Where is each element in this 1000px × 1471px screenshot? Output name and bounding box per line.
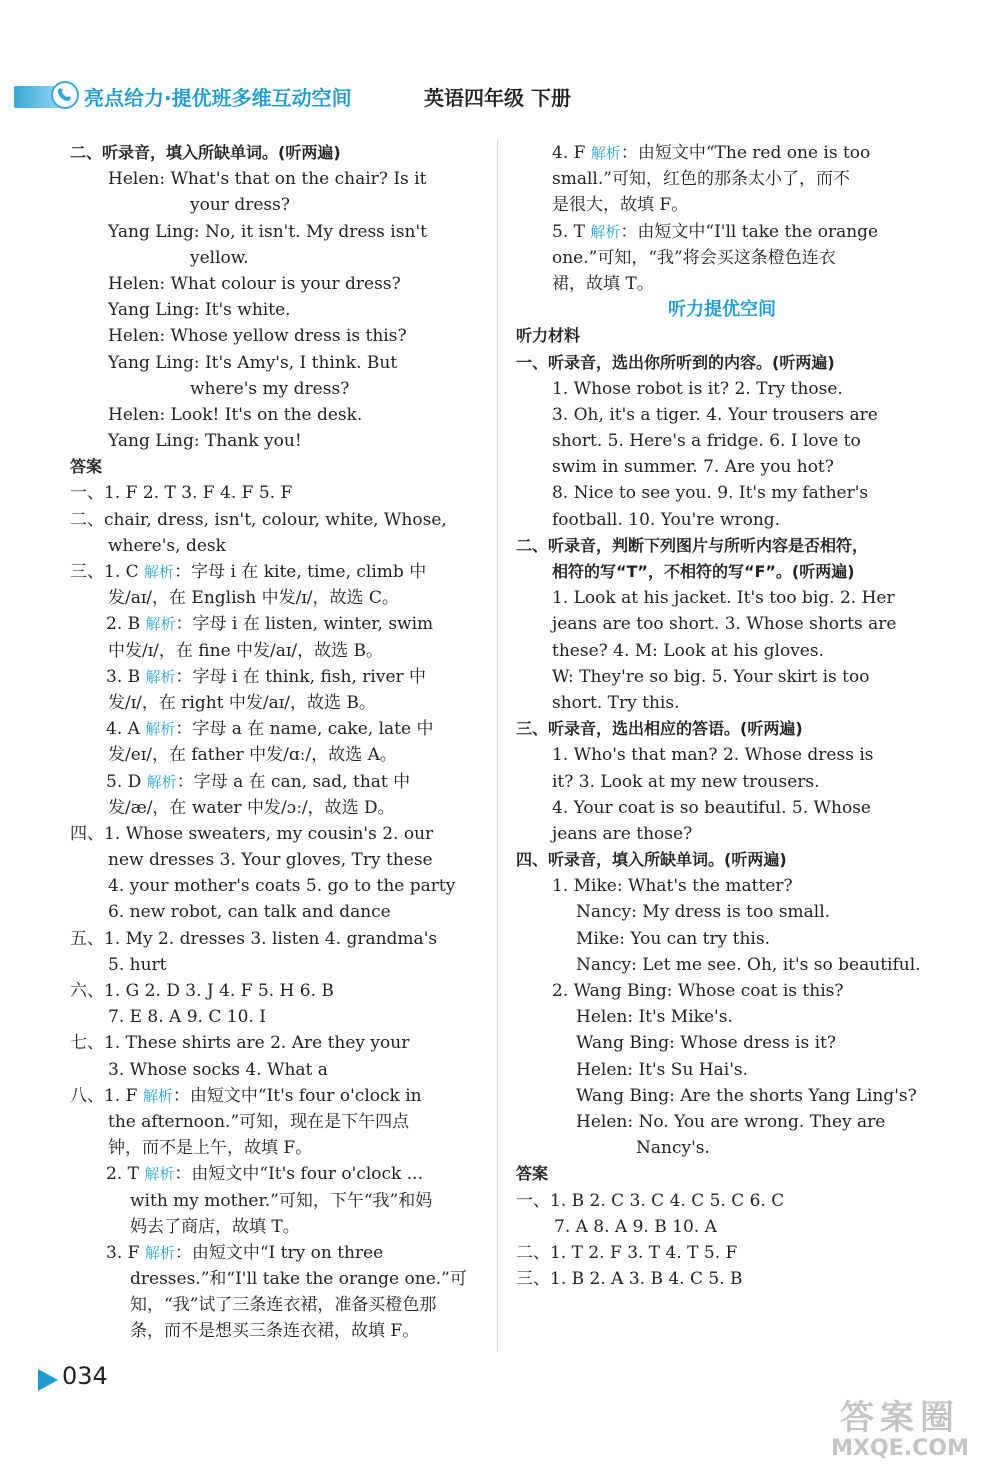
text-line: one.”可知，“我”将会买这条橙色连衣 bbox=[552, 247, 836, 268]
text-line: Nancy's. bbox=[636, 1138, 710, 1159]
watermark-url: MXQE.COM bbox=[831, 1436, 969, 1461]
text-line: 二、听录音，判断下列图片与所听内容是否相符， bbox=[516, 535, 869, 555]
text-line: Helen: It's Su Hai's. bbox=[576, 1059, 749, 1080]
text-line: 五、1. My 2. dresses 3. listen 4. grandma's bbox=[70, 928, 438, 949]
text-line: 三、1. B 2. A 3. B 4. C 5. B bbox=[516, 1269, 743, 1290]
text-line: Nancy: My dress is too small. bbox=[576, 902, 831, 923]
text-line: 一、1. F 2. T 3. F 4. F 5. F bbox=[70, 483, 293, 504]
page-number bbox=[38, 1362, 118, 1396]
analysis-label: 解析 bbox=[144, 1165, 175, 1184]
text-line: 5. T 解析：由短文中“I'll take the orange bbox=[552, 221, 879, 242]
text-line: small.”可知，红色的那条太小了，而不 bbox=[552, 169, 850, 190]
analysis-label: 解析 bbox=[144, 1243, 175, 1262]
text-line: where's my dress? bbox=[190, 378, 350, 399]
text-line: Helen: It's Mike's. bbox=[576, 1007, 733, 1028]
text-line: 中发/ɪ/，在 fine 中发/aɪ/，故选 B。 bbox=[108, 640, 383, 661]
text-line: jeans are those? bbox=[552, 823, 693, 844]
text-line: 发/æ/，在 water 中发/ɔː/，故选 D。 bbox=[108, 797, 395, 818]
text-line: 发/ɪ/，在 right 中发/aɪ/，故选 B。 bbox=[108, 692, 376, 713]
arrow-icon bbox=[38, 1369, 58, 1391]
text-line: 7. A 8. A 9. B 10. A bbox=[554, 1216, 717, 1237]
column-divider bbox=[497, 140, 498, 1350]
text-line: 1. Who's that man? 2. Whose dress is bbox=[552, 745, 874, 766]
text-line: 发/aɪ/，在 English 中发/ɪ/，故选 C。 bbox=[108, 588, 399, 609]
text-line: 2. B 解析：字母 i 在 listen, winter, swim bbox=[106, 614, 434, 635]
text-line: short. Try this. bbox=[552, 692, 680, 713]
phone-icon bbox=[50, 80, 80, 110]
page-header bbox=[14, 78, 614, 114]
text-line: 8. Nice to see you. 9. It's my father's bbox=[552, 483, 869, 504]
text-line: 4. F 解析：由短文中“The red one is too bbox=[552, 143, 871, 163]
text-line: Yang Ling: It's white. bbox=[108, 300, 291, 321]
analysis-label: 解析 bbox=[145, 667, 176, 686]
text-line: 二、1. T 2. F 3. T 4. T 5. F bbox=[516, 1242, 738, 1263]
text-line: 二、听录音，填入所缺单词。(听两遍) bbox=[70, 143, 341, 162]
text-line: 听力提优空间 bbox=[668, 299, 776, 321]
text-line: your dress? bbox=[190, 195, 290, 216]
text-line: Nancy: Let me see. Oh, it's so beautiful. bbox=[576, 954, 921, 975]
text-line: Helen: What colour is your dress? bbox=[108, 273, 401, 294]
text-line: 发/eɪ/，在 father 中发/ɑː/，故选 A。 bbox=[108, 745, 397, 766]
text-line: 一、听录音，选出你所听到的内容。(听两遍) bbox=[516, 352, 835, 372]
text-line: 3. Oh, it's a tiger. 4. Your trousers are bbox=[552, 404, 878, 425]
text-line: 二、chair, dress, isn't, colour, white, Whose, bbox=[70, 509, 447, 530]
text-line: 1. Look at his jacket. It's too big. 2. Her bbox=[552, 588, 895, 609]
text-line: 5. hurt bbox=[108, 954, 167, 975]
analysis-label: 解析 bbox=[144, 563, 175, 581]
text-line: W: They're so big. 5. Your skirt is too bbox=[552, 666, 870, 687]
header-brand: 亮点给力·提优班多维互动空间 bbox=[84, 86, 352, 110]
text-line: Yang Ling: Thank you! bbox=[108, 431, 302, 452]
text-line: dresses.”和“I'll take the orange one.”可 bbox=[130, 1269, 467, 1290]
analysis-label: 解析 bbox=[142, 1086, 173, 1105]
analysis-label: 解析 bbox=[145, 615, 176, 634]
text-line: 5. D 解析：字母 a 在 can, sad, that 中 bbox=[106, 771, 411, 792]
text-line: 妈去了商店，故填 T。 bbox=[130, 1216, 300, 1237]
text-line: football. 10. You're wrong. bbox=[552, 509, 781, 530]
text-line: Mike: You can try this. bbox=[576, 928, 770, 949]
text-line: 6. new robot, can talk and dance bbox=[108, 902, 391, 923]
text-line: 是很大，故填 F。 bbox=[552, 195, 689, 216]
text-line: Helen: Look! It's on the desk. bbox=[108, 404, 363, 425]
text-line: jeans are too short. 3. Whose shorts are bbox=[552, 614, 897, 635]
text-line: 六、1. G 2. D 3. J 4. F 5. H 6. B bbox=[70, 981, 334, 1001]
analysis-label: 解析 bbox=[146, 772, 177, 791]
text-line: yellow. bbox=[190, 247, 249, 268]
text-line: 1. Mike: What's the matter? bbox=[552, 876, 793, 897]
header-subtitle: 英语四年级 下册 bbox=[424, 86, 571, 110]
text-line: 三、听录音，选出相应的答语。(听两遍) bbox=[516, 719, 803, 739]
text-line: Yang Ling: No, it isn't. My dress isn't bbox=[108, 221, 427, 242]
text-line: 答案 bbox=[516, 1164, 549, 1184]
text-line: 条，而不是想买三条连衣裙，故填 F。 bbox=[130, 1321, 420, 1342]
text-line: 3. F 解析：由短文中“I try on three bbox=[106, 1242, 384, 1263]
text-line: 2. Wang Bing: Whose coat is this? bbox=[552, 981, 844, 1001]
text-line: with my mother.”可知，下午“我”和妈 bbox=[130, 1190, 433, 1211]
text-line: Yang Ling: It's Amy's, I think. But bbox=[108, 352, 398, 373]
text-line: Wang Bing: Whose dress is it? bbox=[576, 1033, 836, 1054]
text-line: swim in summer. 7. Are you hot? bbox=[552, 457, 834, 478]
text-line: the afternoon.”可知，现在是下午四点 bbox=[108, 1111, 410, 1132]
text-line: 4. Your coat is so beautiful. 5. Whose bbox=[552, 797, 871, 818]
analysis-label: 解析 bbox=[590, 222, 621, 241]
text-line: Wang Bing: Are the shorts Yang Ling's? bbox=[576, 1085, 917, 1106]
text-line: 三、1. C 解析：字母 i 在 kite, time, climb 中 bbox=[70, 562, 427, 582]
page-number-text: 034 bbox=[62, 1362, 108, 1390]
text-line: 1. Whose robot is it? 2. Try those. bbox=[552, 378, 843, 399]
text-line: where's, desk bbox=[108, 535, 226, 556]
watermark bbox=[810, 1390, 990, 1462]
text-line: 4. your mother's coats 5. go to the party bbox=[108, 876, 456, 897]
text-line: 四、听录音，填入所缺单词。(听两遍) bbox=[516, 850, 787, 870]
left-column bbox=[70, 140, 482, 1345]
text-line: 一、1. B 2. C 3. C 4. C 5. C 6. C bbox=[516, 1190, 785, 1211]
text-line: 听力材料 bbox=[516, 326, 581, 346]
text-line: short. 5. Here's a fridge. 6. I love to bbox=[552, 431, 861, 452]
text-line: 答案 bbox=[70, 457, 103, 477]
text-line: these? 4. M: Look at his gloves. bbox=[552, 640, 824, 661]
text-line: new dresses 3. Your gloves, Try these bbox=[108, 850, 433, 871]
text-line: 4. A 解析：字母 a 在 name, cake, late 中 bbox=[106, 719, 434, 740]
text-line: 2. T 解析：由短文中“It's four o'clock ... bbox=[106, 1164, 423, 1185]
text-line: 八、1. F 解析：由短文中“It's four o'clock in bbox=[70, 1085, 422, 1106]
text-line: 相符的写“T”，不相符的写“F”。(听两遍) bbox=[552, 562, 855, 581]
right-column bbox=[516, 140, 928, 1292]
text-line: Helen: What's that on the chair? Is it bbox=[108, 169, 427, 190]
text-line: 四、1. Whose sweaters, my cousin's 2. our bbox=[70, 823, 434, 844]
text-line: 3. B 解析：字母 i 在 think, fish, river 中 bbox=[106, 666, 427, 687]
text-line: 钟，而不是上午，故填 F。 bbox=[108, 1138, 313, 1159]
analysis-label: 解析 bbox=[590, 144, 621, 162]
text-line: 七、1. These shirts are 2. Are they your bbox=[70, 1033, 410, 1054]
text-line: 7. E 8. A 9. C 10. I bbox=[108, 1007, 266, 1028]
analysis-label: 解析 bbox=[145, 720, 176, 739]
text-line: 知，“我”试了三条连衣裙，准备买橙色那 bbox=[130, 1295, 437, 1316]
text-line: 3. Whose socks 4. What a bbox=[108, 1059, 328, 1080]
watermark-logo: 答案圈 bbox=[840, 1398, 960, 1438]
text-line: 裙，故填 T。 bbox=[552, 273, 654, 294]
text-line: it? 3. Look at my new trousers. bbox=[552, 771, 820, 792]
text-line: Helen: No. You are wrong. They are bbox=[576, 1111, 886, 1132]
text-line: Helen: Whose yellow dress is this? bbox=[108, 326, 407, 347]
